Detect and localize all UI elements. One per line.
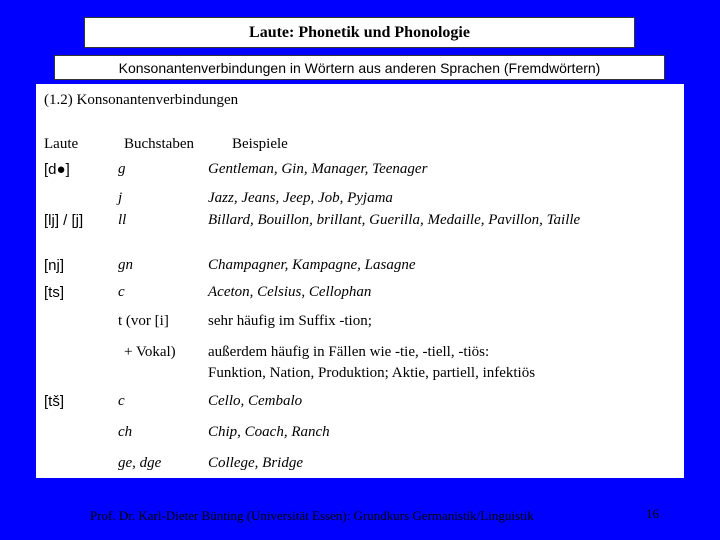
row-examples: Funktion, Nation, Produktion; Aktie, partiell, infektiös — [208, 365, 536, 381]
footer-credit: Prof. Dr. Karl-Dieter Bünting (Universität Essen): Grundkurs Germanistik/Linguistik — [90, 508, 534, 523]
row-letter: t (vor [i] — [118, 313, 169, 329]
header-laute: Laute — [44, 136, 79, 152]
row-examples: Chip, Coach, Ranch — [208, 424, 330, 440]
row-letter: c — [118, 284, 125, 300]
row-examples: außerdem häufig in Fällen wie -tie, -tiell, -tiös: — [208, 344, 490, 360]
header-beispiele: Beispiele — [232, 136, 288, 152]
header-buchstaben: Buchstaben — [124, 136, 194, 152]
slide-title: Laute: Phonetik und Phonologie — [84, 17, 635, 48]
row-letter: g — [118, 161, 126, 177]
row-laut: [tš] — [44, 393, 65, 410]
section-heading: (1.2) Konsonantenverbindungen — [44, 92, 239, 108]
row-letter: + Vokal) — [124, 344, 176, 360]
row-letter: c — [118, 393, 125, 409]
row-letter: gn — [118, 257, 133, 273]
row-letter: ge, dge — [118, 455, 162, 471]
row-examples: College, Bridge — [208, 455, 303, 471]
row-letter: ll — [118, 212, 127, 228]
slide-subtitle: Konsonantenverbindungen in Wörtern aus anderen Sprachen (Fremdwörtern) — [54, 55, 665, 80]
row-examples: Cello, Cembalo — [208, 393, 303, 409]
row-examples: Champagner, Kampagne, Lasagne — [208, 257, 416, 273]
row-examples: Jazz, Jeans, Jeep, Job, Pyjama — [208, 190, 393, 206]
row-letter: ch — [118, 424, 133, 440]
row-laut: [d●] — [44, 161, 70, 178]
row-laut: [ts] — [44, 284, 65, 301]
row-examples: sehr häufig im Suffix ‑tion; — [208, 313, 372, 329]
content-panel — [36, 84, 684, 478]
row-examples: Gentleman, Gin, Manager, Teenager — [208, 161, 428, 177]
row-laut: [nj] — [44, 257, 65, 274]
page-number: 16 — [646, 506, 659, 521]
row-letter: j — [118, 190, 123, 206]
row-examples: Billard, Bouillon, brillant, Guerilla, Medaille, Pavillon, Taille — [208, 212, 581, 228]
row-examples: Aceton, Celsius, Cellophan — [208, 284, 372, 300]
row-laut: [lj] / [j] — [44, 212, 84, 229]
